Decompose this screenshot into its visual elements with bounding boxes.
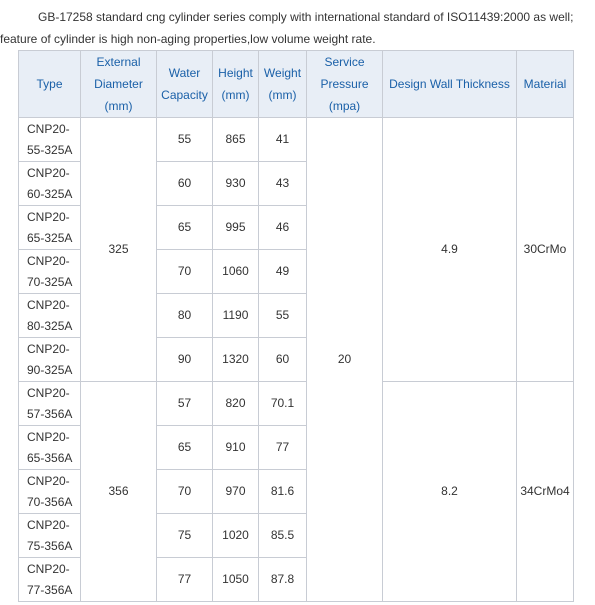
cell-external-diameter: 356	[81, 382, 157, 602]
cylinder-spec-table	[18, 50, 574, 602]
intro-line-2: feature of cylinder is high non-aging properties,low volume weight rate.	[0, 32, 376, 46]
header-type: Type	[19, 51, 81, 118]
cell-height: 1190	[213, 294, 259, 338]
cell-weight: 85.5	[259, 514, 307, 558]
cell-design-wall-thickness: 4.9	[383, 118, 517, 382]
header-service-pressure: Service Pressure (mpa)	[307, 51, 383, 118]
header-external-diameter: External Diameter (mm)	[81, 51, 157, 118]
cell-external-diameter: 325	[81, 118, 157, 382]
cell-water-capacity: 65	[157, 206, 213, 250]
cell-water-capacity: 80	[157, 294, 213, 338]
header-water-capacity: Water Capacity	[157, 51, 213, 118]
cell-weight: 81.6	[259, 470, 307, 514]
cell-weight: 49	[259, 250, 307, 294]
header-weight: Weight (mm)	[259, 51, 307, 118]
cell-water-capacity: 90	[157, 338, 213, 382]
cell-water-capacity: 60	[157, 162, 213, 206]
intro-line-1: GB-17258 standard cng cylinder series comply with international standard of ISO11439:2000 as well;	[38, 10, 574, 24]
cell-water-capacity: 70	[157, 470, 213, 514]
table-row	[19, 382, 574, 426]
cell-height: 995	[213, 206, 259, 250]
cell-water-capacity: 75	[157, 514, 213, 558]
cell-height: 1050	[213, 558, 259, 602]
cell-water-capacity: 55	[157, 118, 213, 162]
cell-weight: 70.1	[259, 382, 307, 426]
cell-weight: 77	[259, 426, 307, 470]
table-row	[19, 118, 574, 162]
cell-type: CNP20- 65-325A	[19, 206, 81, 250]
cell-weight: 60	[259, 338, 307, 382]
cell-design-wall-thickness: 8.2	[383, 382, 517, 602]
intro-text	[0, 0, 595, 50]
cell-height: 865	[213, 118, 259, 162]
header-design-wall-thickness: Design Wall Thickness	[383, 51, 517, 118]
cell-service-pressure: 20	[307, 118, 383, 602]
cell-water-capacity: 70	[157, 250, 213, 294]
table-body	[19, 118, 574, 602]
cell-water-capacity: 65	[157, 426, 213, 470]
cell-type: CNP20- 60-325A	[19, 162, 81, 206]
cell-type: CNP20- 55-325A	[19, 118, 81, 162]
cell-height: 1060	[213, 250, 259, 294]
cell-water-capacity: 57	[157, 382, 213, 426]
cell-type: CNP20- 70-356A	[19, 470, 81, 514]
header-height: Height (mm)	[213, 51, 259, 118]
cell-material: 30CrMo	[517, 118, 574, 382]
cell-type: CNP20- 80-325A	[19, 294, 81, 338]
cell-height: 930	[213, 162, 259, 206]
table-header-row	[19, 51, 574, 118]
cell-type: CNP20- 65-356A	[19, 426, 81, 470]
cell-height: 820	[213, 382, 259, 426]
cell-height: 910	[213, 426, 259, 470]
cell-water-capacity: 77	[157, 558, 213, 602]
cell-type: CNP20- 75-356A	[19, 514, 81, 558]
cell-type: CNP20- 77-356A	[19, 558, 81, 602]
cell-height: 1020	[213, 514, 259, 558]
cell-weight: 43	[259, 162, 307, 206]
cell-type: CNP20- 90-325A	[19, 338, 81, 382]
cell-height: 1320	[213, 338, 259, 382]
cell-weight: 87.8	[259, 558, 307, 602]
cell-type: CNP20- 57-356A	[19, 382, 81, 426]
header-material: Material	[517, 51, 574, 118]
cell-type: CNP20- 70-325A	[19, 250, 81, 294]
cell-height: 970	[213, 470, 259, 514]
cell-weight: 46	[259, 206, 307, 250]
cell-weight: 55	[259, 294, 307, 338]
cell-material: 34CrMo4	[517, 382, 574, 602]
cell-weight: 41	[259, 118, 307, 162]
